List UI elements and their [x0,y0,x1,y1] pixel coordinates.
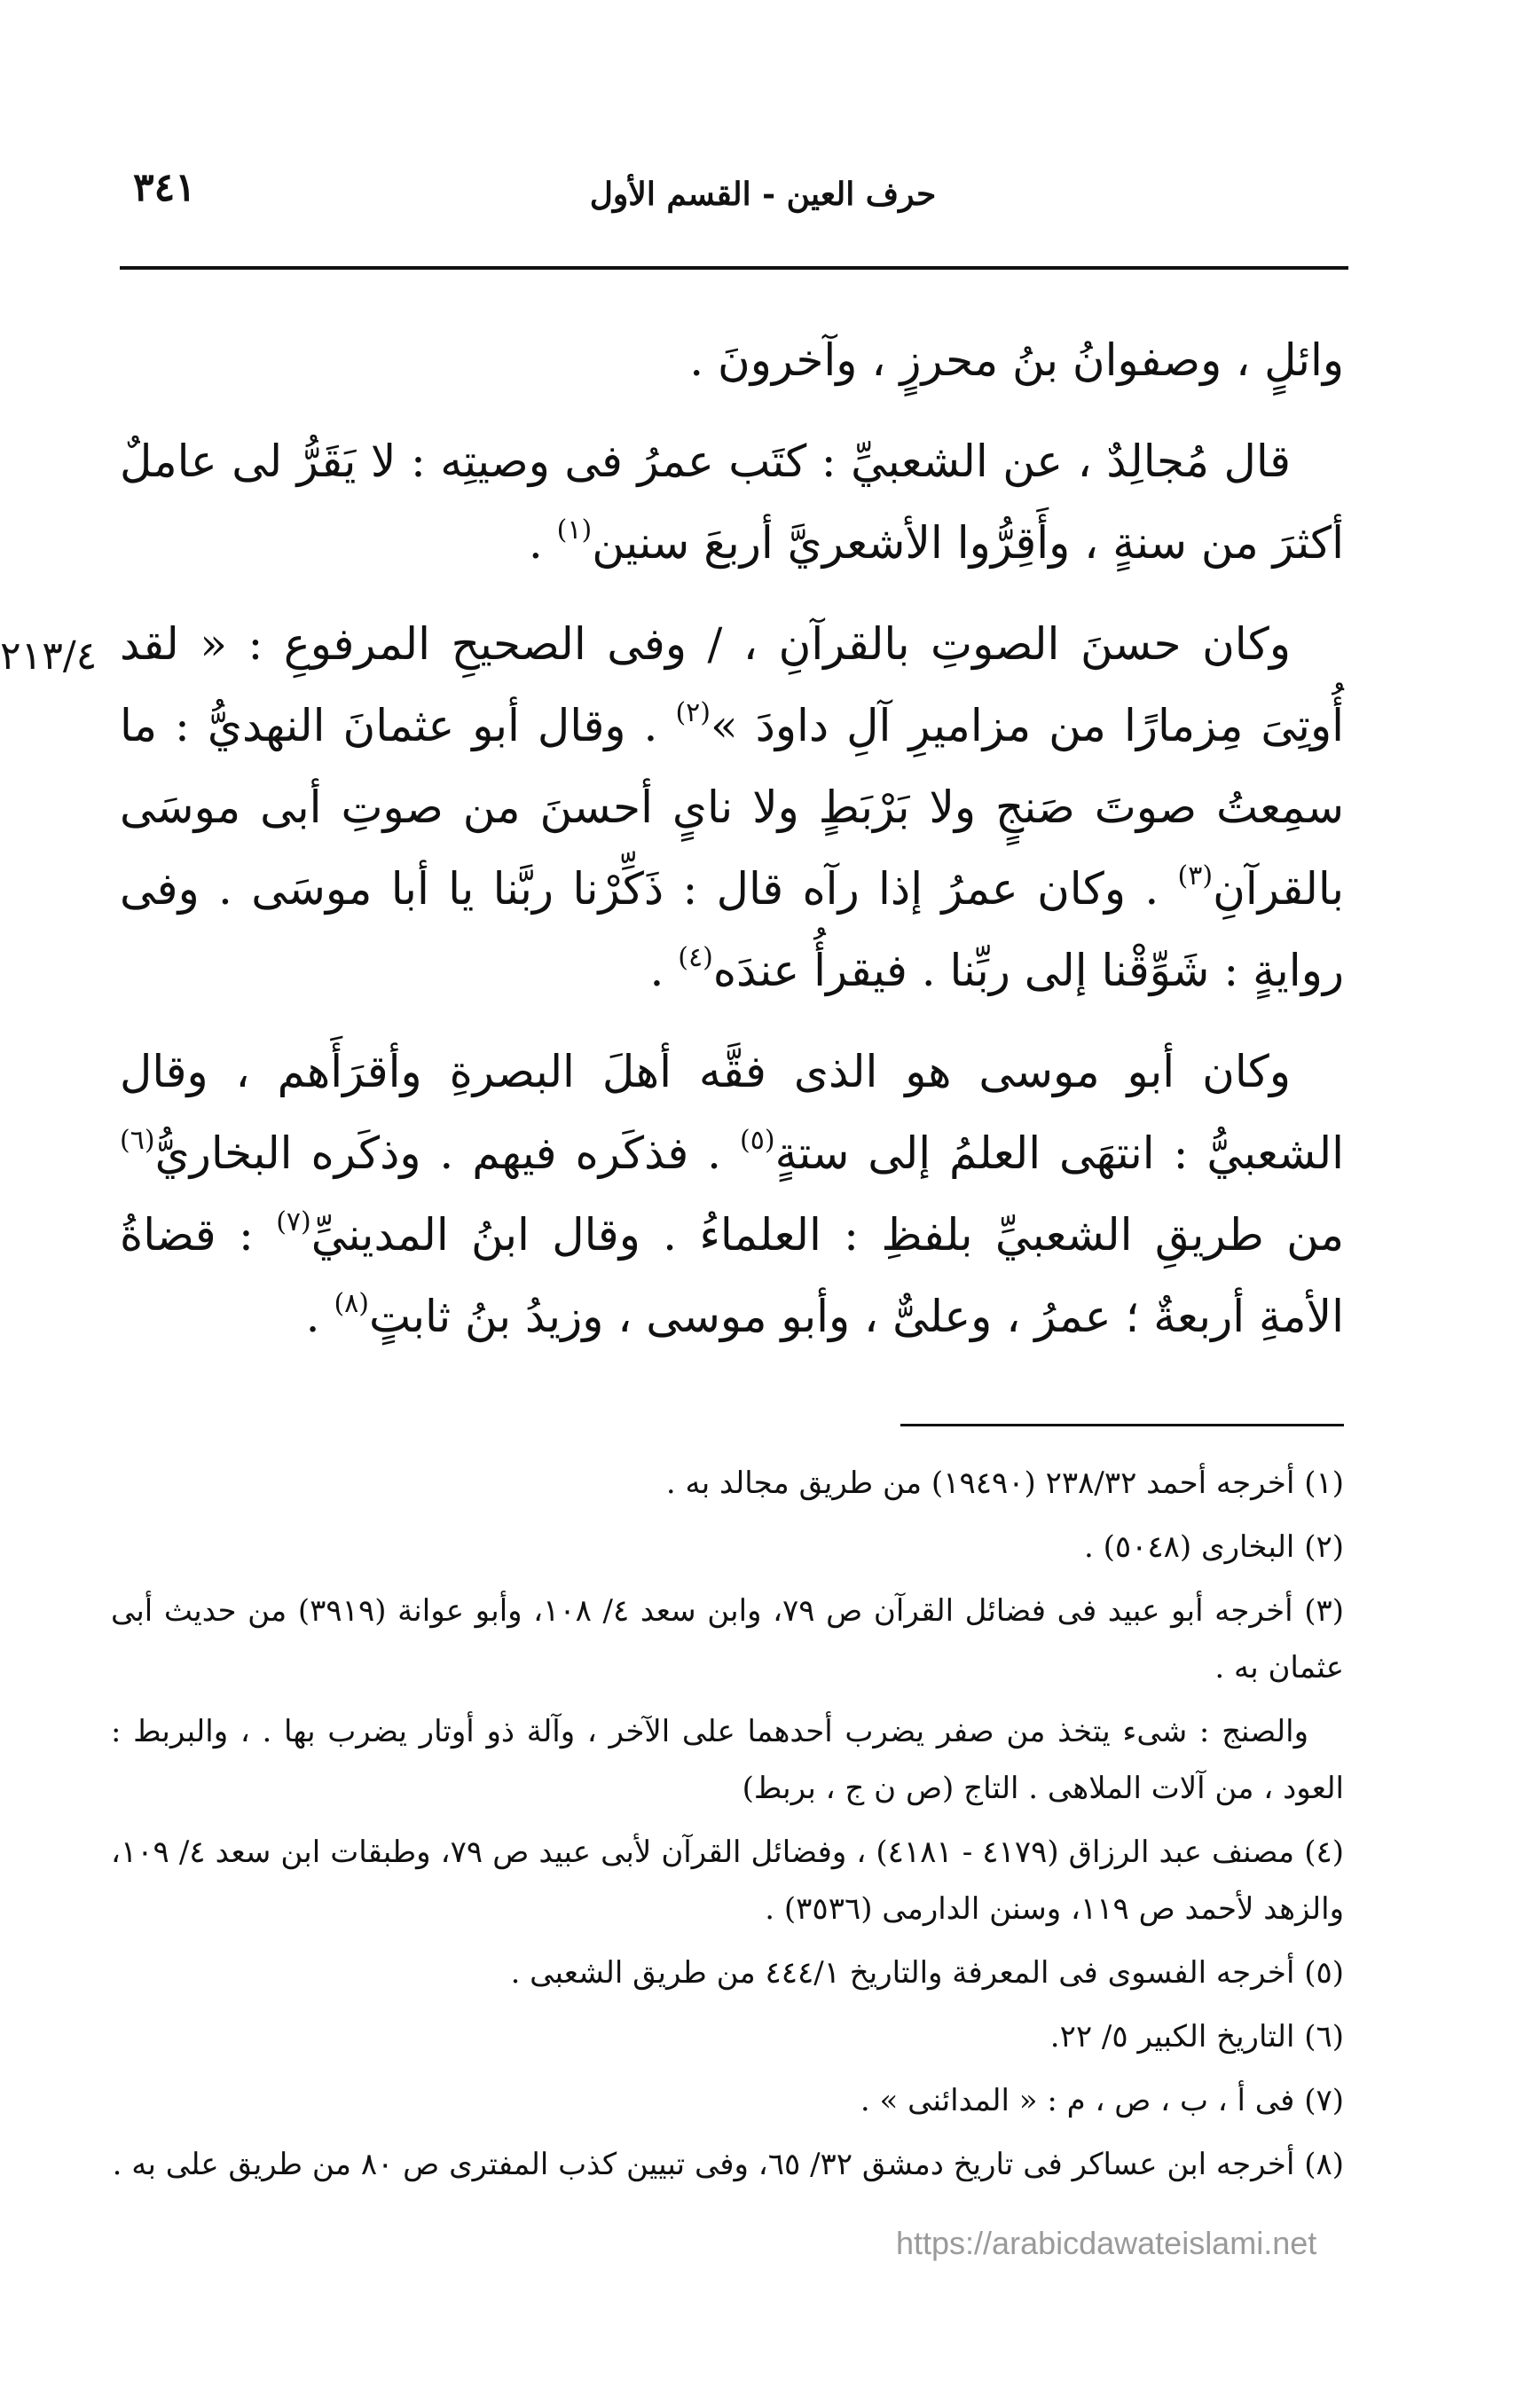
footnotes [111,1455,1344,2200]
footnote-ref-2[interactable]: (٢) [675,697,711,728]
main-text [120,319,1344,1357]
footnote-ref-6[interactable]: (٦) [120,1125,155,1156]
footnote-2: (٢) البخارى (٥٠٤٨) . [1083,1529,1344,1565]
paragraph-4-text-b: . فذكَره فيهم . وذكَره البخاريُّ [154,1127,741,1179]
paragraph-3-text-b: . وقال أبو عثمانَ النهديُّ : ما سمِعتُ صوتَ صَنجٍ ولا بَرْبَطٍ ولا ناىٍ أحسنَ من صوتِ أبى موسَى بالقرآنِ [120,700,1344,915]
footnote-ref-3[interactable]: (٣) [1177,860,1214,892]
paragraph-3-end: . [649,945,679,996]
footnote-3: (٣) أخرجه أبو عبيد فى فضائل القرآن ص ٧٩، وابن سعد ٤/ ١٠٨، وأبو عوانة (٣٩١٩) من حديث أبى عثمان به . [111,1593,1345,1685]
paragraph-4-text-a: وكان أبو موسى هو الذى فقَّه أهلَ البصرةِ وأقرَأَهم ، وقال الشعبيُّ : انتهَى العلمُ إلى ستةٍ [120,1046,1344,1179]
header-rule [120,266,1348,270]
watermark-url: https://arabicdawateislami.net [896,2225,1317,2261]
paragraph-4-end: . [305,1291,334,1342]
footnote-ref-7[interactable]: (٧) [276,1206,311,1237]
footnote-8: (٨) أخرجه ابن عساكر فى تاريخ دمشق ٣٢/ ٦٥، وفى تبيين كذب المفترى ص ٨٠ من طريق على به . [112,2147,1344,2182]
paragraph-1 [120,319,1344,401]
footnote-ref-4[interactable]: (٤) [678,942,713,973]
margin-reference: ٢١٣/٤ [0,633,98,679]
running-header-title: حرف العين - القسم الأول [589,176,937,213]
paragraph-4-text-c: من طريقِ الشعبيِّ بلفظِ : العلماءُ . وقال ابنُ المدينيِّ [310,1209,1344,1261]
footnote-7: (٧) فى أ ، ب ، ص ، م : « المدائنى » . [860,2083,1344,2118]
paragraph-1-text: وائلٍ ، وصفوانُ بنُ محرزٍ ، وآخرونَ . [689,334,1344,386]
footnote-4: (٤) مصنف عبد الرزاق (٤١٧٩ - ٤١٨١) ، وفضائل القرآن لأبى عبيد ص ٧٩، وطبقات ابن سعد ٤/ ١٠٩، والزهد لأحمد ص ١١٩، وسنن الدارمى (٣٥٣٦) . [111,1834,1344,1927]
footnote-ref-5[interactable]: (٥) [740,1125,775,1156]
paragraph-4-text-d: : قضاةُ الأمةِ أربعةٌ ؛ عمرُ ، وعلىٌّ ، وأبو موسى ، وزيدُ بنُ ثابتٍ [120,1209,1344,1342]
paragraph-4 [120,1031,1344,1357]
footnote-5: (٥) أخرجه الفسوى فى المعرفة والتاريخ ٤٤٤/١ من طريق الشعبى . [510,1955,1344,1991]
paragraph-3-text-a: وكان حسنَ الصوتِ بالقرآنِ ، / وفى الصحيحِ المرفوعِ : « لقد أُوتِىَ مِزمارًا من مزاميرِ آلِ داودَ » [120,618,1344,751]
paragraph-2-text: قال مُجالِدٌ ، عن الشعبيِّ : كتَب عمرُ فى وصيتِه : لا يَقَرُّ لى عاملٌ أكثرَ من سنةٍ ، وأَقِرُّوا الأشعريَّ أربعَ سنين [120,436,1344,569]
footnote-1: (١) أخرجه أحمد ٢٣٨/٣٢ (١٩٤٩٠) من طريق مجالد به . [665,1465,1344,1501]
paragraph-3-text-c: . وكان عمرُ إذا رآه قال : ذَكِّرْنا ربَّنا يا أبا موسَى . وفى روايةٍ : شَوِّقْنا إلى ربِّنا . فيقرأُ عندَه [120,863,1344,996]
paragraph-2-end: . [528,517,557,569]
footnote-3-gloss: والصنج : شىء يتخذ من صفر يضرب أحدهما على الآخر ، وآلة ذو أوتار يضرب بها . ، والبربط : العود ، من آلات الملاهى . التاج (ص ن ج ، بربط) [111,1714,1344,1806]
paragraph-2 [120,420,1344,584]
paragraph-3 [120,603,1344,1011]
footnote-separator [900,1424,1344,1426]
footnote-ref-8[interactable]: (٨) [334,1288,369,1319]
page-number: ٣٤١ [133,165,196,210]
footnote-6: (٦) التاريخ الكبير ٥/ ٢٢. [1049,2019,1344,2054]
footnote-ref-1[interactable]: (١) [556,515,593,546]
